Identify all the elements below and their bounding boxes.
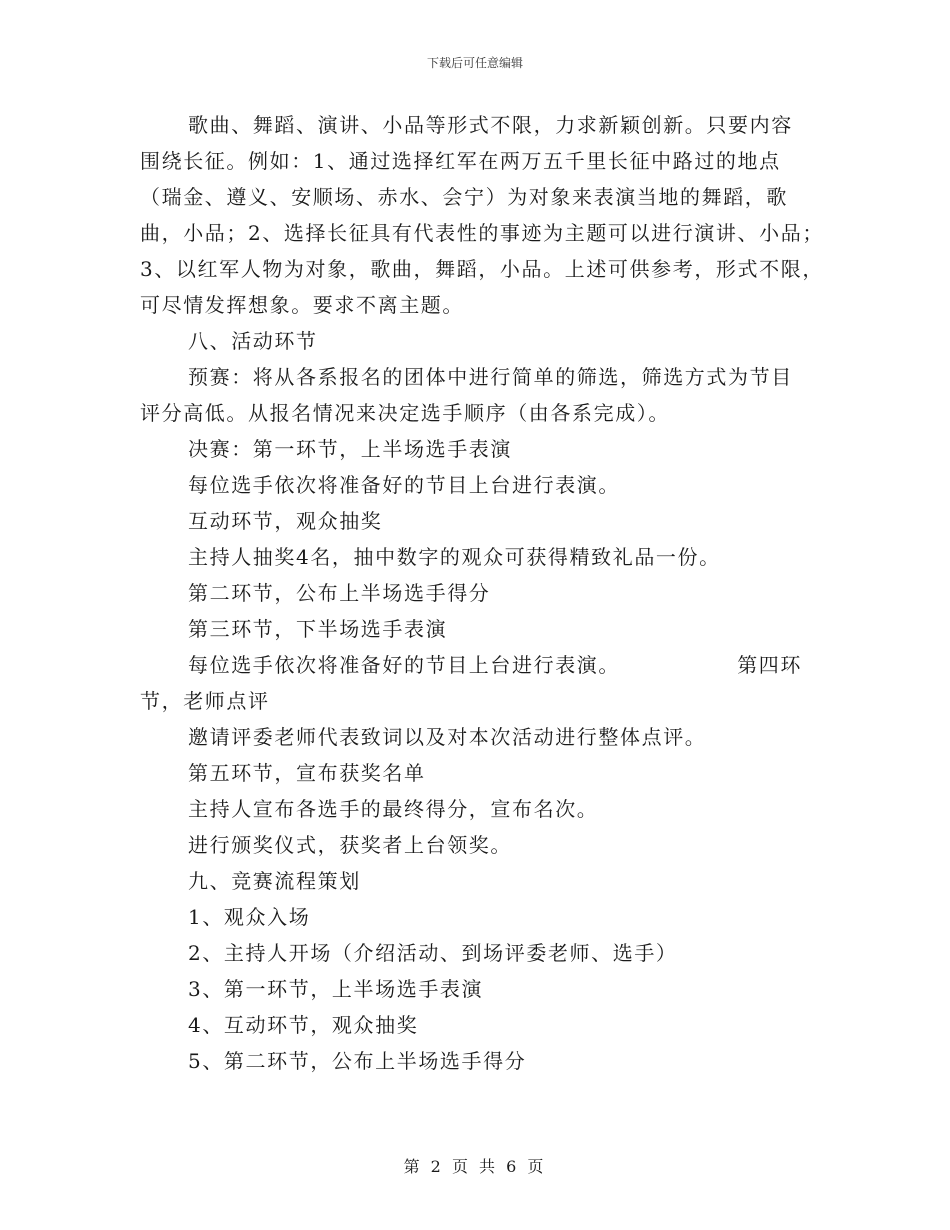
paragraph-line: 第三环节，下半场选手表演 xyxy=(188,617,448,641)
paragraph-text: 第四环 xyxy=(737,653,802,677)
paragraph-line: 互动环节，观众抽奖 xyxy=(188,509,383,533)
paragraph-text: 每位选手依次将准备好的节目上台进行表演。 xyxy=(188,653,620,677)
paragraph-line: （瑞金、遵义、安顺场、赤水、会宁）为对象来表演当地的舞蹈，歌 xyxy=(140,185,788,209)
paragraph-line: 邀请评委老师代表致词以及对本次活动进行整体点评。 xyxy=(188,725,707,749)
list-item: 5、第二环节，公布上半场选手得分 xyxy=(188,1049,527,1073)
paragraph-line: 节，老师点评 xyxy=(140,689,270,713)
page-header: 下载后可任意编辑 xyxy=(426,56,523,70)
paragraph-line xyxy=(188,648,802,682)
page-number: 第 2 页 共 6 页 xyxy=(403,1157,547,1176)
paragraph-line: 主持人抽奖4名，抽中数字的观众可获得精致礼品一份。 xyxy=(188,545,721,569)
paragraph-line: 可尽情发挥想象。要求不离主题。 xyxy=(140,293,464,317)
paragraph-line: 预赛：将从各系报名的团体中进行简单的筛选，筛选方式为节目 xyxy=(188,365,793,389)
paragraph-line: 歌曲、舞蹈、演讲、小品等形式不限，力求新颖创新。只要内容 xyxy=(188,113,793,137)
list-item: 4、互动环节，观众抽奖 xyxy=(188,1013,419,1037)
section-heading: 八、活动环节 xyxy=(188,329,318,353)
list-item: 3、第一环节，上半场选手表演 xyxy=(188,977,484,1001)
paragraph-line: 曲，小品；2、选择长征具有代表性的事迹为主题可以进行演讲、小品； xyxy=(140,221,824,245)
section-heading: 九、竞赛流程策划 xyxy=(188,869,361,893)
paragraph-line: 第五环节，宣布获奖名单 xyxy=(188,761,426,785)
paragraph-line: 进行颁奖仪式，获奖者上台领奖。 xyxy=(188,833,512,857)
paragraph-line: 决赛：第一环节，上半场选手表演 xyxy=(188,437,512,461)
paragraph-line: 第二环节，公布上半场选手得分 xyxy=(188,581,491,605)
list-item: 2、主持人开场（介绍活动、到场评委老师、选手） xyxy=(188,941,678,965)
list-item: 1、观众入场 xyxy=(188,905,311,929)
paragraph-line: 主持人宣布各选手的最终得分，宣布名次。 xyxy=(188,797,599,821)
paragraph-line: 评分高低。从报名情况来决定选手顺序（由各系完成）。 xyxy=(140,401,670,425)
paragraph-line: 3、以红军人物为对象，歌曲，舞蹈，小品。上述可供参考，形式不限， xyxy=(140,257,824,281)
paragraph-line: 每位选手依次将准备好的节目上台进行表演。 xyxy=(188,473,620,497)
paragraph-line: 围绕长征。例如：1、通过选择红军在两万五千里长征中路过的地点 xyxy=(140,149,781,173)
